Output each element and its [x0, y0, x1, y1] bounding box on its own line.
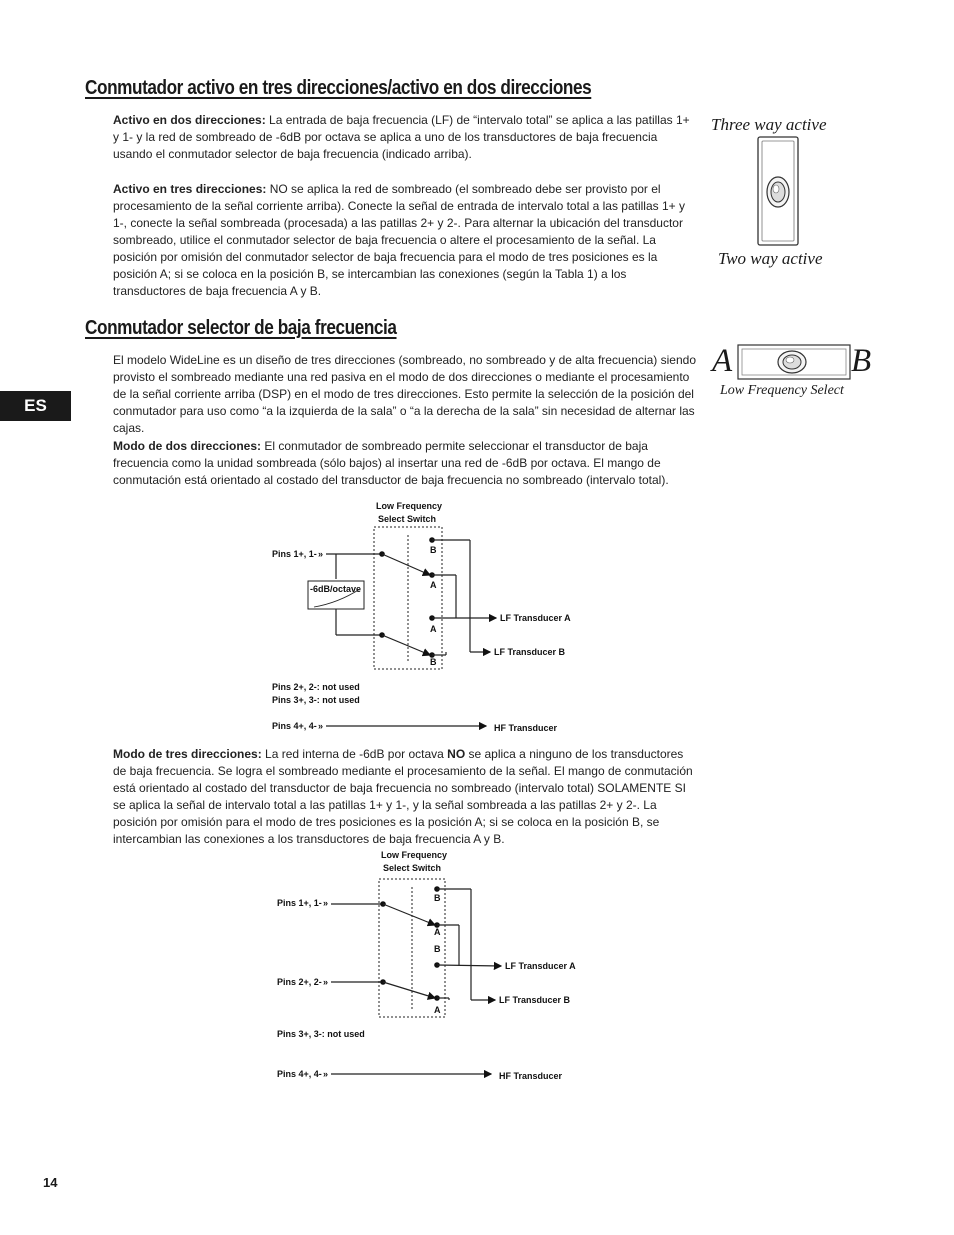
pins-4-arrow-glyph: »	[323, 1069, 329, 1079]
out-lf-transducer-a: LF Transducer A	[500, 613, 571, 623]
paragraph-two-way-mode	[113, 438, 697, 489]
out-lf-transducer-b: LF Transducer B	[494, 647, 566, 657]
text-two-way-mode: El conmutador de sombreado permite seleccionar el transductor de baja frecuencia como la unidad sombreada (sólo bajos) al insertar una red de -6dB por octava. El mango de conmutación está orientado al costado del transductor de baja frecuencia no sombreado (intervalo total).	[113, 439, 669, 487]
pos-b-bottom: B	[430, 657, 437, 667]
pins-1-label: Pins 1+, 1-	[272, 549, 317, 559]
text-three-way-active: NO se aplica la red de sombreado (el sombreado debe ser provisto por el procesamiento de la señal corriente arriba). Conecte la señal de entrada de intervalo total a las patillas 1+ y 1-, conecte la señal sombreada (procesada) a las patillas 2+ y 2-. Para alternar la ubicación del transductor sombreado, utilice el conmutador selector de baja frecuencia o altere el procesamiento de la señal. La posición por omisión del conmutador selector de baja frecuencia para el modo de tres posiciones es la posición A; si se coloca en la posición B, se intercambian las conexiones (según la Tabla 1) a los transductores de baja frecuencia A y B.	[113, 182, 685, 298]
pins-4-label: Pins 4+, 4-	[272, 721, 317, 731]
emphasis-no: NO	[447, 747, 466, 761]
page-number: 14	[43, 1175, 58, 1190]
horizontal-switch-illustration	[737, 343, 851, 383]
letter-b: B	[851, 343, 872, 379]
two-way-wiring-diagram	[260, 495, 600, 745]
unused-pins-3: Pins 3+, 3-: not used	[272, 695, 360, 705]
label-three-way-active: Three way active	[711, 115, 827, 134]
pins-4-arrow-glyph: »	[318, 721, 324, 731]
section-title-switch-mode: Conmutador activo en tres direcciones/activo en dos direcciones	[85, 77, 592, 99]
out-hf-transducer: HF Transducer	[494, 723, 558, 733]
paragraph-two-way-active	[113, 112, 697, 163]
text-three-way-mode: se aplica a ninguno de los transductores de baja frecuencia. Se logra el sombreado mediante el procesamiento de la señal. El mango de conmutación está orientado al costado del transductor de baja frecuencia no sombreado (intervalo total) SOLAMENTE SI se aplica la señal de intervalo total a las patillas 1+ y 1-, y la señal sombreada a las patillas 2+ y 2-. La posición por omisión para el modo de tres posiciones es la posición A; si se coloca en la posición B, se intercambian las conexiones a los transductores de baja frecuencia A y B.	[113, 747, 693, 846]
pins-1-arrow-glyph: »	[323, 898, 329, 908]
paragraph-three-way-active	[113, 181, 697, 300]
pos-a-1: A	[434, 927, 441, 937]
text-two-way-active: La entrada de baja frecuencia (LF) de “intervalo total” se aplica a las patillas 1+ y 1- y la red de sombreado de -6dB por octava se aplica a uno de los transductores de baja frecuencia usando el conmutador selector de baja frecuencia (indicado arriba).	[113, 113, 690, 161]
paragraph-three-way-mode	[113, 746, 697, 848]
pos-a-2: A	[430, 624, 437, 634]
pins-1-label: Pins 1+, 1-	[277, 898, 322, 908]
switch-title-line-2: Select Switch	[378, 514, 437, 524]
unused-pins-2: Pins 2+, 2-: not used	[272, 682, 360, 692]
letter-a: A	[712, 343, 733, 379]
switch-title-line-2: Select Switch	[383, 863, 442, 873]
vertical-switch-illustration	[755, 136, 801, 248]
pins-2-arrow-glyph: »	[323, 977, 329, 987]
lead-two-way-mode: Modo de dos direcciones:	[113, 439, 262, 453]
caption-low-frequency-select: Low Frequency Select	[720, 383, 844, 398]
lead-three-way-active: Activo en tres direcciones:	[113, 182, 267, 196]
switch-title-line-1: Low Frequency	[381, 850, 448, 860]
switch-title-line-1: Low Frequency	[376, 501, 443, 511]
pos-b-top: B	[430, 545, 437, 555]
out-lf-transducer-b: LF Transducer B	[499, 995, 571, 1005]
language-tab-es: ES	[0, 391, 71, 421]
label-two-way-active: Two way active	[718, 249, 823, 268]
out-hf-transducer: HF Transducer	[499, 1071, 563, 1081]
pos-a-1: A	[430, 580, 437, 590]
pins-4-label: Pins 4+, 4-	[277, 1069, 322, 1079]
section-title-lf-select: Conmutador selector de baja frecuencia	[85, 317, 397, 339]
lead-two-way-active: Activo en dos direcciones:	[113, 113, 266, 127]
filter-label: -6dB/octave	[310, 584, 362, 594]
pins-2-label: Pins 2+, 2-	[277, 977, 322, 987]
out-lf-transducer-a: LF Transducer A	[505, 961, 576, 971]
paragraph-wideline-intro: El modelo WideLine es un diseño de tres direcciones (sombreado, no sombreado y de alta frecuencia) siendo provisto el sombreado mediante una red pasiva en el modo de dos direcciones o mediante el procesamiento de la señal corriente arriba (DSP) en el modo de tres direcciones. Esto permite la selección de la posición del conmutador para uso como “a la izquierda de la sala” o “a la derecha de la sala” sin necesidad de alternar las cajas.	[113, 353, 696, 435]
pins-1-arrow-glyph: »	[318, 549, 324, 559]
three-way-wiring-diagram	[265, 845, 595, 1090]
lead-three-way-mode: Modo de tres direcciones:	[113, 747, 262, 761]
unused-pins-3: Pins 3+, 3-: not used	[277, 1029, 365, 1039]
pos-a-2: A	[434, 1005, 441, 1015]
pos-b-2: B	[434, 944, 441, 954]
pos-b-1: B	[434, 893, 441, 903]
pre-three-way-mode: La red interna de -6dB por octava	[261, 747, 448, 761]
